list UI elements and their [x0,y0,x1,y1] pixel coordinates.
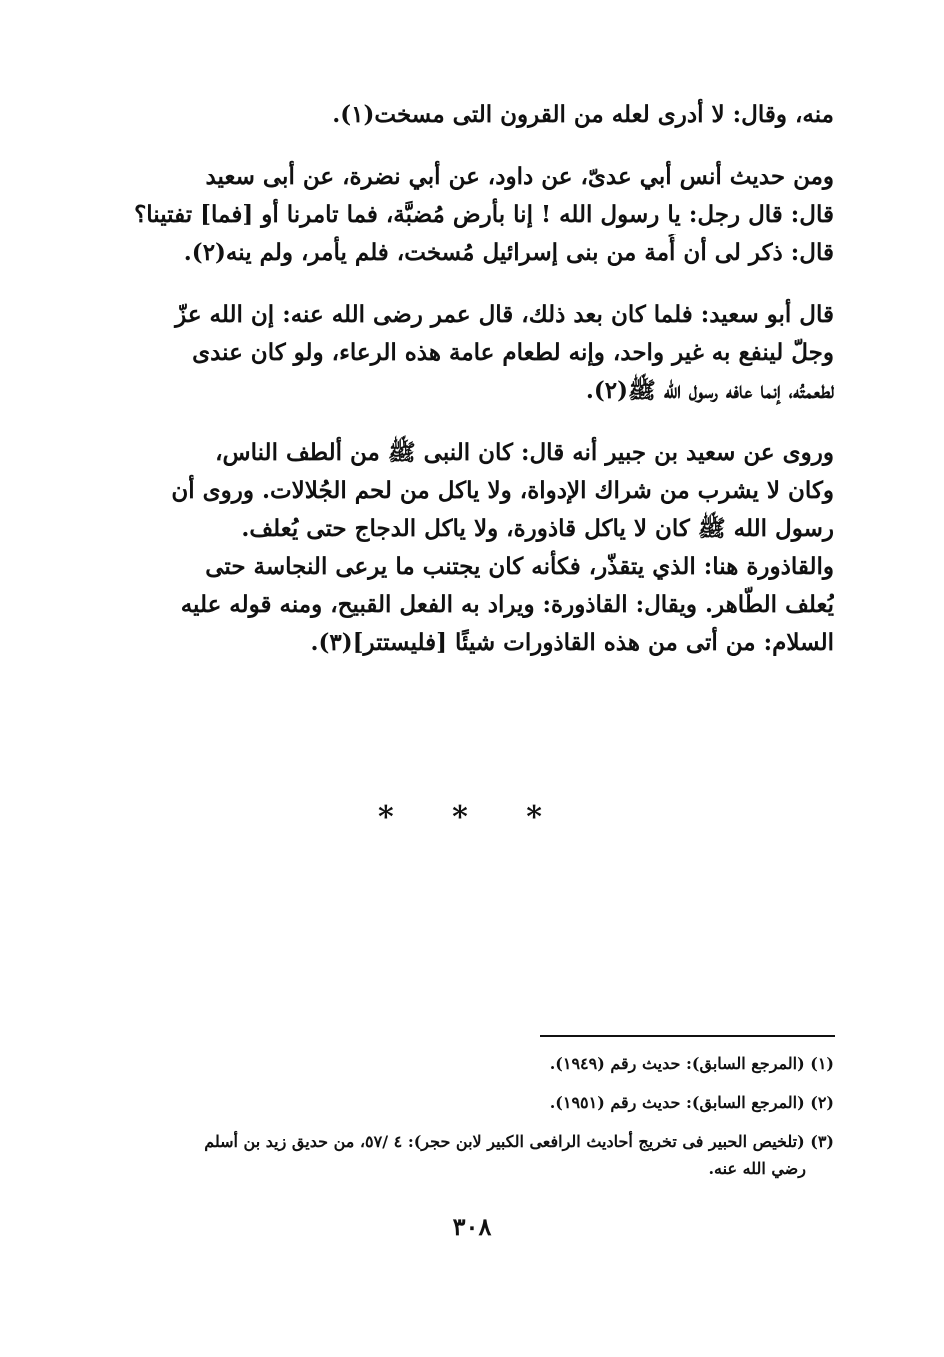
paragraph-1 [112,96,834,134]
text-line: منه، وقال: لا أدرى لعله من القرون التى مسخت(١). [332,101,834,128]
footnote-divider [540,1035,835,1037]
footnote-1 [112,1050,834,1077]
paragraph-3 [112,296,834,410]
text-line: وروى عن سعيد بن جبير أنه قال: كان النبى ﷺ من ألطف الناس، [215,439,834,466]
text-line: رسول الله ﷺ كان لا ياكل قاذورة، ولا ياكل الدجاج حتى يُعلف. [241,515,834,542]
text-line: ومن حديث أنس أبي عدىّ، عن داود، عن أبي نضرة، عن أبى سعيد [205,163,834,190]
footnote-line: رضي الله عنه. [708,1159,806,1178]
text-line: قال: قال رجل: يا رسول الله ! إنا بأرض مُضبَّة، فما تامرنا أو [فما] تفتينا؟ [134,201,834,228]
text-line: يُعلف الطّاهر. ويقال: القاذورة: ويراد به الفعل القبيح، ومنه قوله عليه [180,591,834,618]
text-line: والقاذورة هنا: الذي يتقذّر، فكأنه كان يجتنب ما يرعى النجاسة حتى [205,553,834,580]
main-text [112,96,834,662]
text-line: وجلّ لينفع به غير واحد، وإنه لطعام عامة هذه الرعاء، ولو كان عندى [192,339,834,366]
paragraph-4 [112,434,834,662]
text-line: قال أبو سعيد: فلما كان بعد ذلك، قال عمر رضى الله عنه: إن الله عزّ [175,301,834,328]
footnotes [112,1050,834,1194]
footnote-2 [112,1089,834,1116]
text-line: قال: ذكر لى أن أُمة من بنى إسرائيل مُسخت، فلم يأمر، ولم ينه(٢). [183,239,834,266]
footnote-line: (٢) (المرجع السابق): حديث رقم (١٩٥١). [549,1093,834,1112]
footnote-line: (١) (المرجع السابق): حديث رقم (١٩٤٩). [549,1054,834,1073]
page-number: ٣٠٨ [452,1212,492,1241]
section-separator: * * * [378,800,566,835]
text-line: السلام: من أتى من هذه القاذورات شيئًا [فليستتر](٣). [310,629,834,656]
footnote-line: (٣) (تلخيص الحبير فى تخريج أحاديث الرافعى الكبير لابن حجر): ٤ /٥٧، من حديق زيد بن أسلم [204,1132,834,1151]
text-line: لطعمتُه، إنما عافه رسول الله ﷺ(٢). [585,377,834,404]
paragraph-2 [112,158,834,272]
text-line: وكان لا يشرب من شراك الإدواة، ولا ياكل من لحم الجُلالات. وروى أن [171,477,834,504]
footnote-3 [112,1128,834,1182]
